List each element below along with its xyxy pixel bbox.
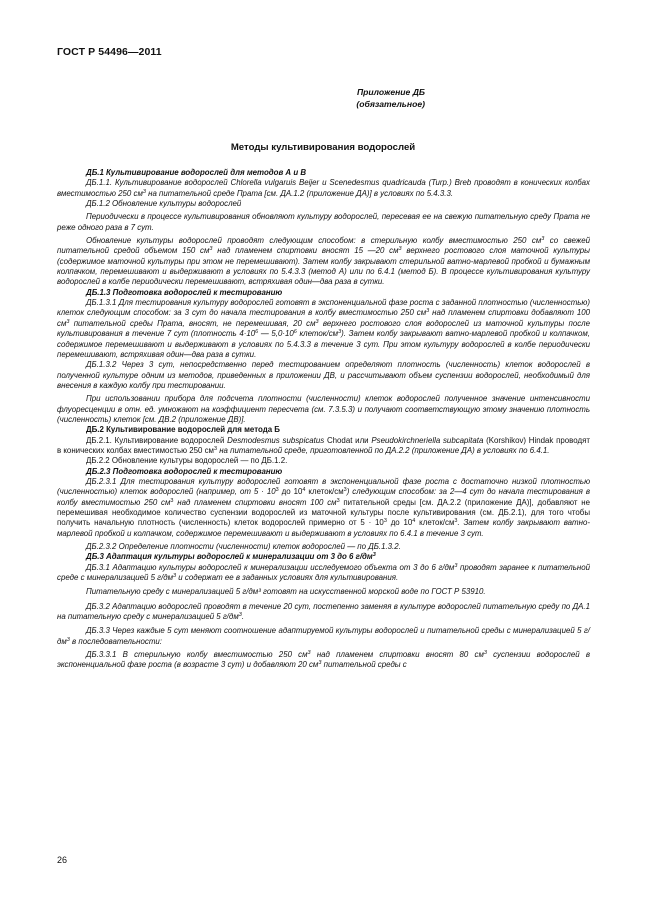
heading-db2-3: ДБ.2.3 Подготовка водорослей к тестированию [86, 466, 283, 476]
heading-db1-2: ДБ.1.2 Обновление культуры водорослей [86, 199, 242, 209]
section-title: Методы культивирования водорослей [230, 142, 416, 153]
paragraph-db1-1: ДБ.1.1. Культивирование водорослей Chlorella vulgaruis Beijer и Scenedesmus quadricauda (Turp.) Breb проводят в конических колбах вместимостью 250 $см^3$ на питательной среде Прата [см. ДА.1.2 (приложение ДА)] в условиях по 5.4.3.3. [57, 178, 590, 198]
paragraph-db3-3: ДБ.3.3 Через каждые 5 сут меняют соотношение адаптируемой культуры водорослей и питательной среды с минерализацией 5 $г/дм^3$ в последовательности: [57, 626, 590, 646]
appendix-type: (обязательное) [356, 99, 425, 109]
heading-db3: ДБ.3 Адаптация культуры водорослей к минерализации от 3 до 6 $г/дм^3$ [86, 552, 376, 562]
paragraph-db1-3-1: ДБ.1.3.1 Для тестирования культуру водорослей готовят в экспоненциальной фазе роста с заданной плотностью (численностью) клеток следующим способом: за 3 сут до начала тестирования в колбу вместимостью 250 $см^3$ над пламенем спиртовки добавляют 100 $см^3$ питательной среды Прата, вносят, не перемешивая, 20 $см^3$ верхнего ростового слоя водорослей из маточной культуры после культивирования в течение 7 сут (плотность $4\cdot 10^6$ — $5,0\cdot 10^6$ клеток/$см^3$). Затем колбу закрывают ватно-марлевой пробкой и колпачком, содержимое перемешивают и выдерживают в условиях по 5.4.3.3 в течение 3 сут. При этом культуру водорослей в колбе периодически перемешивают, встряхивая один—два раза в сутки. [57, 298, 591, 359]
appendix-title: Приложение ДБ [356, 87, 425, 97]
page-number: 26 [57, 855, 68, 865]
heading-db1-3: ДБ.1.3 Подготовка водорослей к тестированию [86, 287, 283, 297]
paragraph-db3-1-b: Питательную среду с минерализацией 5 г/дм³ готовят на искусственной морской воде по ГОСТ Р 53910. [86, 587, 486, 597]
paragraph-db2-1: ДБ.2.1. Культивирование водорослей Desmodesmus subspicatus Chodat или Pseudokirchneriella subcapitata (Korshikov) Hindak проводят в конических колбах вместимостью 250 $см^3$ на питательной среде, приготовленной по ДА.2.2 (приложение ДА) в условиях по 6.4.1. [57, 435, 590, 455]
paragraph-db3-2: ДБ.3.2 Адаптацию водорослей проводят в течение 20 сут, постепенно заменяя в культуре водорослей питательную среду по ДА.1 на питательную среду с минерализацией 5 $г/дм^3$. [57, 601, 590, 622]
appendix-heading [356, 86, 425, 110]
paragraph-db3-3-1: ДБ.3.3.1 В стерильную колбу вместимостью 250 $см^3$ над пламенем спиртовки вносят 80 $см^3$ суспензии водорослей в экспоненциальной фазе роста (в возрасте 3 сут) и добавляют 20 $см^3$ питательной среды с [57, 650, 590, 670]
document-body [57, 168, 590, 671]
paragraph-db1-3-2-b: При использовании прибора для подсчета плотности (численности) клеток водорослей полученное значение интенсивности флуоресценции в отн. ед. умножают на коэффициент пересчета (см. 7.3.5.3) и получают соответствующую этому значению плотность (численность) клеток [см. ДВ.2 (приложение ДВ)]. [57, 394, 590, 424]
paragraph-db2-2: ДБ.2.2 Обновление культуры водорослей — по ДБ.1.2. [86, 456, 288, 466]
paragraph-db1-2-b: Обновление культуры водорослей проводят следующим способом: в стерильную колбу вместимостью 250 $см^3$ со свежей питательной средой объемом 150 $см^3$ над пламенем спиртовки вносят 15 —20 $см^3$ верхнего ростового слоя маточной культуры (содержимое маточной культуры при этом не перемешивают). Затем колбу закрывают стерильной ватно-марлевой пробкой и бумажным колпачком, перемешивают и выдерживают в условиях по 5.4.3.3 (метод А) или по 6.4.1 (метод Б). В процессе культивирования культуру водорослей в колбе периодически перемешивают, встряхивая один—два раза в сутки. [57, 236, 590, 287]
paragraph-db3-1: ДБ.3.1 Адаптацию культуры водорослей к минерализации исследуемого объекта от 3 до 6 $г/дм^3$ проводят заранее к питательной среде с минерализацией 5 $г/дм^3$ и содержат ее в заданных условиях для культивирования. [57, 562, 591, 583]
heading-db2: ДБ.2 Культивирование водорослей для метода Б [86, 425, 280, 435]
standard-header: ГОСТ Р 54496—2011 [57, 46, 162, 58]
heading-db1: ДБ.1 Культивирование водорослей для методов А и В [86, 168, 307, 177]
paragraph-db2-3-2: ДБ.2.3.2 Определение плотности (численности) клеток водорослей — по ДБ.1.3.2. [86, 542, 401, 552]
paragraph-db1-2-a: Периодически в процессе культивирования обновляют культуру водорослей, пересевая ее на свежую питательную среду Прата не реже одного раза в 7 сут. [57, 212, 590, 232]
paragraph-db1-3-2: ДБ.1.3.2 Через 3 сут, непосредственно перед тестированием определяют плотность (численность) клеток водорослей в полученной культуре одним из методов, приведенных в приложении ДВ, и рассчитывают объем суспензии водорослей, необходимый для внесения в каждую колбу при тестировании. [57, 360, 590, 390]
paragraph-db2-3-1: ДБ.2.3.1 Для тестирования культуру водорослей готовят в экспоненциальной фазе роста с достаточно низкой плотностью (численностью) клеток водорослей (например, от $5 \cdot 10^3$ до $10^4$ клеток/$см^3$) следующим способом: за 2—4 сут до начала тестирования в колбу вместимостью 250 $см^3$ над пламенем спиртовки вносят 100 $см^3$ питательной среды [см. ДА.2.2 (приложение ДА)], добавляют не перемешивая необходимое количество суспензии водорослей из маточной культуры после культивирования (см. ДБ.2.1), для того чтобы получить начальную плотность (численность) клеток водорослей примерно от $5 \cdot 10^3$ до $10^4$ клеток/$см^3$. Затем колбу закрывают ватно-марлевой пробкой и колпачком, содержимое перемешивают и выдерживают в условиях по 6.4.1 в течение 3 сут. [57, 476, 590, 538]
